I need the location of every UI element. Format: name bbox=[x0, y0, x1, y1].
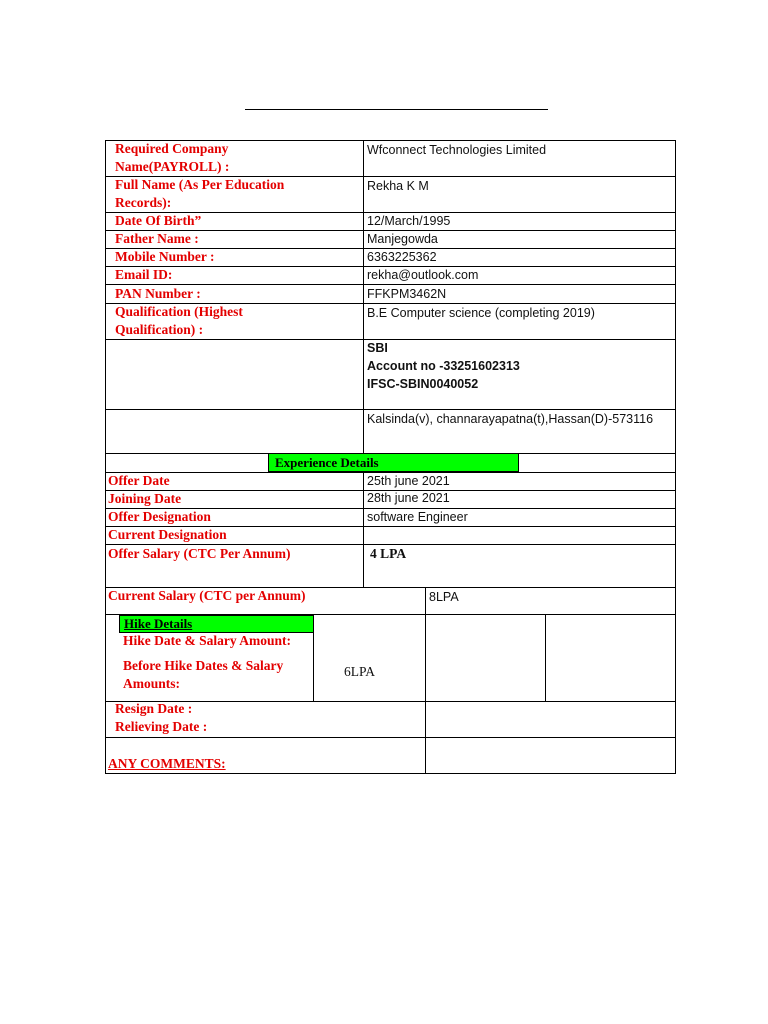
required-company-label: Required Company bbox=[115, 141, 229, 156]
pan-number-value: FFKPM3462N bbox=[367, 287, 447, 301]
experience-divider bbox=[105, 453, 106, 473]
hike-details-title: Hike Details bbox=[124, 616, 193, 631]
father-name-label: Father Name : bbox=[115, 231, 199, 246]
hike-salary-value: 6LPA bbox=[344, 664, 376, 679]
mobile-number-value: 6363225362 bbox=[367, 250, 437, 264]
full-name-label-line2: Records): bbox=[115, 195, 172, 210]
experience-details-header bbox=[268, 453, 519, 472]
email-value: rekha@outlook.com bbox=[367, 268, 479, 282]
dob-label: Date Of Birth” bbox=[115, 213, 202, 228]
current-salary-value: 8LPA bbox=[429, 590, 459, 604]
title-underline bbox=[245, 109, 548, 110]
required-company-label-line2: Name(PAYROLL) : bbox=[115, 159, 230, 174]
bank-account-value: Account no -33251602313 bbox=[367, 359, 520, 373]
full-name-label: Full Name (As Per Education bbox=[115, 177, 285, 192]
current-salary-label: Current Salary (CTC per Annum) bbox=[108, 588, 306, 603]
qualification-label-line2: Qualification) : bbox=[115, 322, 204, 337]
father-name-value: Manjegowda bbox=[367, 232, 438, 246]
offer-date-value: 25th june 2021 bbox=[367, 474, 450, 488]
required-company-value: Wfconnect Technologies Limited bbox=[367, 143, 547, 157]
qualification-label: Qualification (Highest bbox=[115, 304, 243, 319]
any-comments-label: ANY COMMENTS: bbox=[108, 756, 226, 771]
bank-name-value: SBI bbox=[367, 341, 388, 355]
offer-designation-value: software Engineer bbox=[367, 510, 468, 524]
hike-details-header bbox=[119, 615, 314, 633]
mobile-number-label: Mobile Number : bbox=[115, 249, 215, 264]
hike-date-label: Hike Date & Salary Amount: bbox=[123, 633, 291, 648]
dob-value: 12/March/1995 bbox=[367, 214, 451, 228]
offer-salary-value: 4 LPA bbox=[370, 546, 407, 561]
before-hike-label-line2: Amounts: bbox=[123, 676, 181, 691]
resign-date-label: Resign Date : bbox=[115, 701, 193, 716]
full-name-value: Rekha K M bbox=[367, 179, 429, 193]
qualification-value: B.E Computer science (completing 2019) bbox=[367, 306, 595, 320]
email-label: Email ID: bbox=[115, 267, 173, 282]
relieving-date-label: Relieving Date : bbox=[115, 719, 208, 734]
experience-details-title: Experience Details bbox=[275, 455, 379, 470]
address-value: Kalsinda(v), channarayapatna(t),Hassan(D)-573116 bbox=[367, 412, 654, 426]
pan-number-label: PAN Number : bbox=[115, 286, 201, 301]
current-designation-label: Current Designation bbox=[108, 527, 227, 542]
joining-date-value: 28th june 2021 bbox=[367, 491, 450, 505]
before-hike-label: Before Hike Dates & Salary bbox=[123, 658, 284, 673]
offer-date-label: Offer Date bbox=[108, 473, 170, 488]
offer-designation-label: Offer Designation bbox=[108, 509, 211, 524]
offer-salary-label: Offer Salary (CTC Per Annum) bbox=[108, 546, 291, 561]
joining-date-label: Joining Date bbox=[108, 491, 182, 506]
bank-ifsc-value: IFSC-SBIN0040052 bbox=[367, 377, 479, 391]
